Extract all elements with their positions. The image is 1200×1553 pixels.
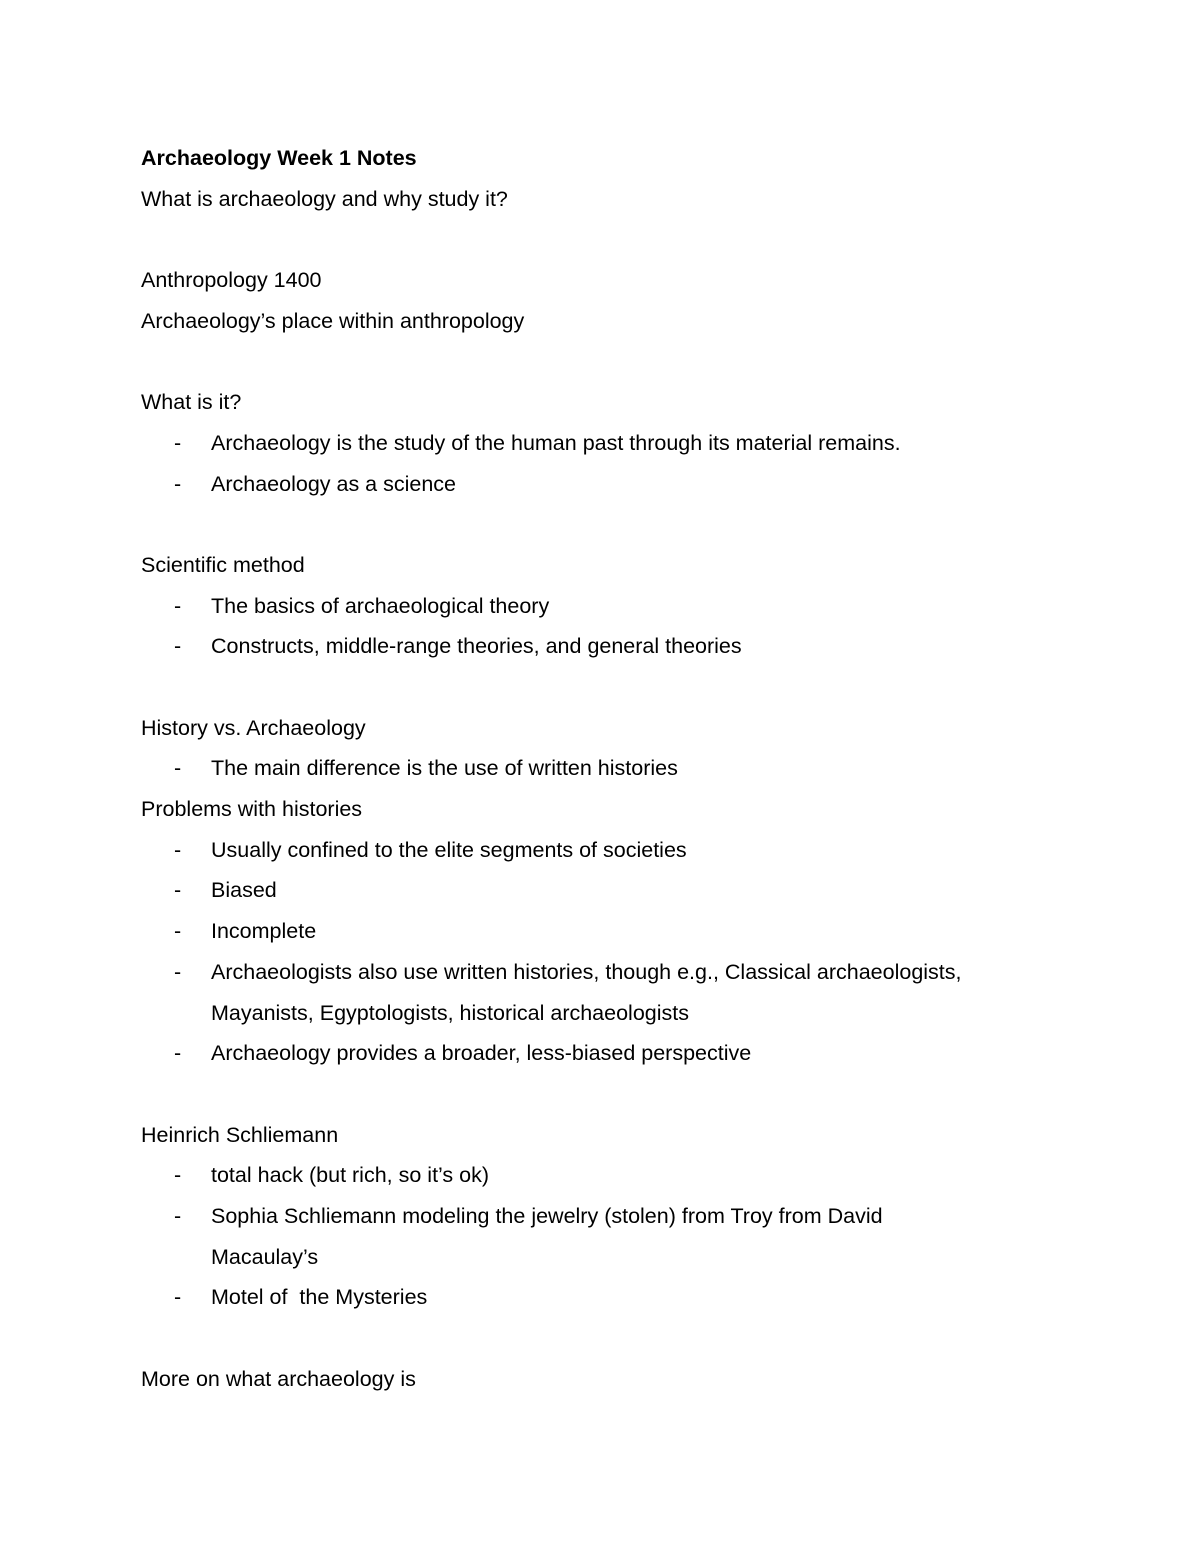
list-item <box>141 1155 1081 1196</box>
bullet-dash: - <box>174 430 182 455</box>
bullet-dash: - <box>174 471 182 496</box>
section-heading-scientific-method: Scientific method <box>141 552 305 577</box>
list-item-text: Motel of the Mysteries <box>211 1285 428 1310</box>
list-item <box>141 830 1081 871</box>
list-item <box>141 911 1081 952</box>
document-title: Archaeology Week 1 Notes <box>141 146 417 170</box>
spacer <box>141 219 1081 260</box>
list-item <box>141 586 1081 627</box>
list-item-text: Archaeology as a science <box>211 471 457 496</box>
list-item <box>141 870 1081 911</box>
bullet-dash: - <box>174 1285 182 1310</box>
spacer <box>141 341 1081 382</box>
section-heading-what-is-it: What is it? <box>141 390 242 415</box>
bullet-dash: - <box>174 837 182 862</box>
bullet-dash: - <box>174 634 182 659</box>
list-item-text: The basics of archaeological theory <box>211 593 550 618</box>
bullet-dash: - <box>174 1204 182 1229</box>
list-item <box>141 748 1081 789</box>
document-page <box>141 138 1081 1400</box>
list-item-text: Archaeologists also use written histories, though e.g., Classical archaeologists, Mayanists, Egyptologists, historical archaeologists <box>211 959 962 1025</box>
bullet-dash: - <box>174 1041 182 1066</box>
bullet-dash: - <box>174 1163 182 1188</box>
bullet-dash: - <box>174 878 182 903</box>
spacer <box>141 667 1081 708</box>
spacer <box>141 1074 1081 1115</box>
list-item <box>141 1033 1081 1074</box>
list-item-text: Incomplete <box>211 919 317 944</box>
spacer <box>141 1318 1081 1359</box>
bullet-dash: - <box>174 593 182 618</box>
list-item <box>141 952 1081 1033</box>
spacer <box>141 504 1081 545</box>
list-item-text: Biased <box>211 878 277 903</box>
list-item-text: Constructs, middle-range theories, and general theories <box>211 634 742 659</box>
list-item-text: Archaeology provides a broader, less-biased perspective <box>211 1041 752 1066</box>
list-item-text: Sophia Schliemann modeling the jewelry (stolen) from Troy from David Macaulay’s <box>211 1204 883 1269</box>
bullet-dash: - <box>174 756 182 781</box>
section-heading-problems-with-histories: Problems with histories <box>141 797 363 822</box>
list-item <box>141 1196 1081 1277</box>
course-topic: Archaeology’s place within anthropology <box>141 308 525 333</box>
bullet-dash: - <box>174 919 182 944</box>
list-item <box>141 1277 1081 1318</box>
list-item-text: total hack (but rich, so it’s ok) <box>211 1163 490 1188</box>
list-item-text: Archaeology is the study of the human past through its material remains. <box>211 430 901 455</box>
section-heading-more-on-archaeology: More on what archaeology is <box>141 1366 416 1391</box>
list-item-text: Usually confined to the elite segments of societies <box>211 837 687 862</box>
list-item <box>141 423 1081 464</box>
list-item-text: The main difference is the use of written histories <box>211 756 678 781</box>
section-heading-history-vs-archaeology: History vs. Archaeology <box>141 715 366 740</box>
bullet-dash: - <box>174 959 182 984</box>
section-heading-heinrich-schliemann: Heinrich Schliemann <box>141 1122 339 1147</box>
list-item <box>141 464 1081 505</box>
list-item <box>141 626 1081 667</box>
course-name: Anthropology 1400 <box>141 268 322 293</box>
document-subtitle: What is archaeology and why study it? <box>141 186 508 211</box>
